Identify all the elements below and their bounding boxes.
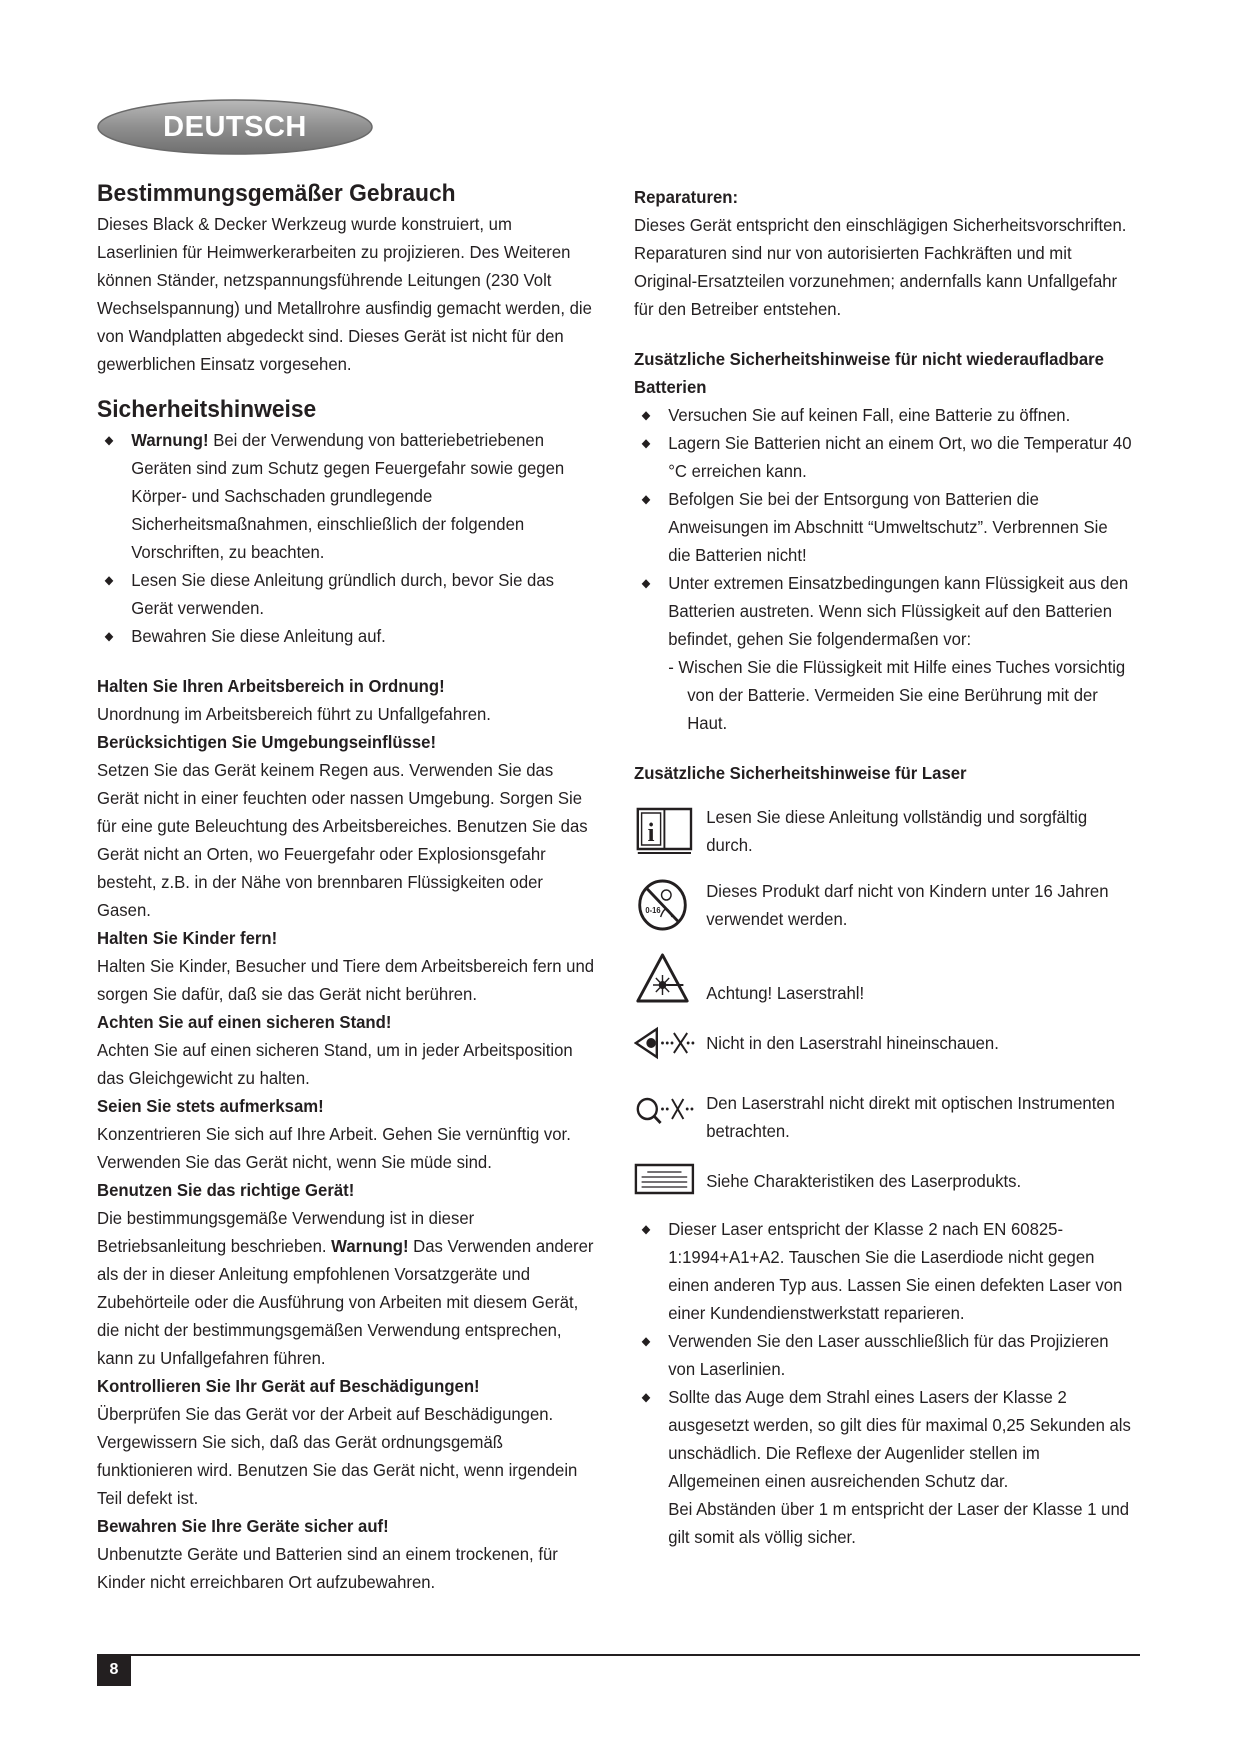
section-heading: Seien Sie stets aufmerksam! [97,1096,324,1116]
battery-bullets [634,401,1132,653]
intended-use-heading: Bestimmungsgemäßer Gebrauch [97,180,456,207]
icon-row-eye [634,1015,1132,1071]
laser-heading: Zusätzliche Sicherheitshinweise für Laser [634,763,967,783]
right-column [634,183,1132,1551]
bullet-diamond-icon: ◆ [641,1334,651,1348]
intended-use-body: Dieses Black & Decker Werkzeug wurde konstruiert, um Laserlinien für Heimwerkerarbeiten zu projizieren. Des Weiteren können Ständer, netzspannungsführende Leitungen (230 Volt Wechselspannung) und Metallrohre ausfindig gemacht werden, die von Wandplatten abgedeckt sind. Dieses Gerät ist nicht für den gewerblichen Einsatz vorgesehen. [97,214,592,374]
no-eye-icon [634,1015,695,1071]
laser-closing: Bei Abständen über 1 m entspricht der Laser der Klasse 1 und gilt somit als völlig sicher. [668,1499,1130,1547]
age-label: 0-16 [645,905,661,916]
bullet-diamond-icon: ◆ [104,573,114,587]
list-item [97,426,595,566]
section-body: Achten Sie auf einen sicheren Stand, um in jeder Arbeitsposition das Gleichgewicht zu halten. [97,1040,573,1088]
section-heading: Achten Sie auf einen sicheren Stand! [97,1012,392,1032]
language-tab [96,98,374,156]
no-children-icon [634,877,695,933]
svg-text:i: i [647,818,655,848]
icon-text: Dieses Produkt darf nicht von Kindern unter 16 Jahren verwendet werden. [706,881,1109,929]
repairs-body: Dieses Gerät entspricht den einschlägigen Sicherheitsvorschriften. Reparaturen sind nur von autorisierten Fachkräften und mit Original-Ersatzteilen vorzunehmen; andernfalls kann Unfallgefahr für den Betreiber entstehen. [634,215,1127,319]
battery-heading: Zusätzliche Sicherheitshinweise für nicht wiederaufladbare Batterien [634,349,1104,397]
safety-bullets [97,426,595,650]
bullet-diamond-icon: ◆ [641,1390,651,1404]
section-body: Konzentrieren Sie sich auf Ihre Arbeit. Gehen Sie vernünftig vor. Verwenden Sie das Gerät nicht, wenn Sie müde sind. [97,1124,571,1172]
bullet-diamond-icon: ◆ [641,492,651,506]
icon-row-label [634,1161,1132,1201]
list-item [97,622,595,650]
icon-text: Siehe Charakteristiken des Laserprodukts. [706,1171,1022,1191]
icon-text: Den Laserstrahl nicht direkt mit optischen Instrumenten betrachten. [706,1093,1115,1141]
battery-sub-item: - Wischen Sie die Flüssigkeit mit Hilfe eines Tuches vorsichtig von der Batterie. Vermeiden Sie eine Berührung mit der Haut. [668,657,1126,733]
icon-text: Achtung! Laserstrahl! [706,983,865,1003]
list-item: ◆ Sollte das Auge dem Strahl eines Lasers der Klasse 2 ausgesetzt werden, so gilt dies für maximal 0,25 Sekunden als unschädlich. Die Reflexe der Augenlider stellen im Allgemeinen einen ausreichenden Schutz dar. [634,1383,1132,1495]
section-heading: Bewahren Sie Ihre Geräte sicher auf! [97,1516,389,1536]
section-body: Die bestimmungsgemäße Verwendung ist in dieser Betriebsanleitung beschrieben. Warnung! Das Verwenden anderer als der in dieser Anleitung empfohlenen Vorsatzgeräte und Zubehörteile oder die Ausführung von Arbeiten mit diesem Gerät, die nicht der bestimmungsgemäßen Verwendung entsprechen, kann zu Unfallgefahren führen. [97,1208,594,1368]
bullet-text: Lesen Sie diese Anleitung gründlich durch, bevor Sie das Gerät verwenden. [131,570,554,618]
section-body: Halten Sie Kinder, Besucher und Tiere dem Arbeitsbereich fern und sorgen Sie dafür, daß sie das Gerät nicht berühren. [97,956,595,1004]
icon-text: Lesen Sie diese Anleitung vollständig und sorgfältig durch. [706,807,1088,855]
icon-row-manual [634,803,1132,859]
bullet-diamond-icon: ◆ [104,629,114,643]
bullet-text: Bewahren Sie diese Anleitung auf. [131,626,386,646]
no-optics-icon [634,1089,695,1145]
warning-text: Bei der Verwendung von batteriebetriebenen Geräten sind zum Schutz gegen Feuergefahr sowie gegen Körper- und Sachschaden grundlegende Sicherheitsmaßnahmen, einschließlich der folgenden Vorschriften, zu beachten. [131,430,565,562]
list-item: ◆ Dieser Laser entspricht der Klasse 2 nach EN 60825-1:1994+A1+A2. Tauschen Sie die Laserdiode nicht gegen einen anderen Typ aus. Lassen Sie einen defekten Laser von einer Kundendienstwerkstatt reparieren. [634,1215,1132,1327]
manual-icon [634,803,695,859]
section-body: Unordnung im Arbeitsbereich führt zu Unfallgefahren. [97,704,491,724]
section-heading: Berücksichtigen Sie Umgebungseinflüsse! [97,732,437,752]
section-heading: Kontrollieren Sie Ihr Gerät auf Beschädigungen! [97,1376,480,1396]
bullet-diamond-icon: ◆ [641,576,651,590]
bullet-diamond-icon: ◆ [641,1222,651,1236]
icon-row-laser [634,951,1132,1007]
warning-label: Warnung! [131,430,209,450]
list-item: ◆ Lagern Sie Batterien nicht an einem Ort, wo die Temperatur 40 °C erreichen kann. [634,429,1132,485]
icon-text: Nicht in den Laserstrahl hineinschauen. [706,1033,999,1053]
footer-rule [97,1654,1140,1656]
section-heading: Halten Sie Ihren Arbeitsbereich in Ordnung! [97,676,445,696]
list-item: ◆ Versuchen Sie auf keinen Fall, eine Batterie zu öffnen. [634,401,1132,429]
icon-row-children [634,877,1132,933]
bullet-diamond-icon: ◆ [641,436,651,450]
section-heading: Halten Sie Kinder fern! [97,928,278,948]
safety-heading: Sicherheitshinweise [97,396,317,423]
language-label: DEUTSCH [163,111,307,143]
list-item: ◆ Verwenden Sie den Laser ausschließlich für das Projizieren von Laserlinien. [634,1327,1132,1383]
repairs-heading: Reparaturen: [634,187,739,207]
section-heading: Benutzen Sie das richtige Gerät! [97,1180,355,1200]
section-body: Unbenutzte Geräte und Batterien sind an einem trockenen, für Kinder nicht erreichbaren Ort aufzubewahren. [97,1544,558,1592]
section-body: Überprüfen Sie das Gerät vor der Arbeit auf Beschädigungen. Vergewissern Sie sich, daß das Gerät ordnungsgemäß funktionieren wird. Benutzen Sie das Gerät nicht, wenn irgendein Teil defekt ist. [97,1404,578,1508]
bullet-diamond-icon: ◆ [641,408,651,422]
section-body: Setzen Sie das Gerät keinem Regen aus. Verwenden Sie das Gerät nicht in einer feuchten oder nassen Umgebung. Sorgen Sie für eine gute Beleuchtung des Arbeitsbereiches. Benutzen Sie das Gerät nicht an Orten, wo Feuergefahr oder Explosionsgefahr besteht, z.B. in der Nähe von brennbaren Flüssigkeiten oder Gasen. [97,760,588,920]
list-item [97,566,595,622]
list-item: ◆ Unter extremen Einsatzbedingungen kann Flüssigkeit aus den Batterien austreten. Wenn sich Flüssigkeit auf den Batterien befindet, gehen Sie folgendermaßen vor: [634,569,1132,653]
left-column [97,178,595,1596]
label-icon [634,1161,695,1201]
bullet-diamond-icon: ◆ [104,433,114,447]
warning-label: Warnung! [331,1236,409,1256]
page-number: 8 [97,1654,131,1686]
icon-row-optics [634,1089,1132,1145]
list-item: ◆ Befolgen Sie bei der Entsorgung von Batterien die Anweisungen im Abschnitt “Umweltschutz”. Verbrennen Sie die Batterien nicht! [634,485,1132,569]
laser-warning-icon [634,951,695,1007]
laser-bullets [634,1215,1132,1495]
